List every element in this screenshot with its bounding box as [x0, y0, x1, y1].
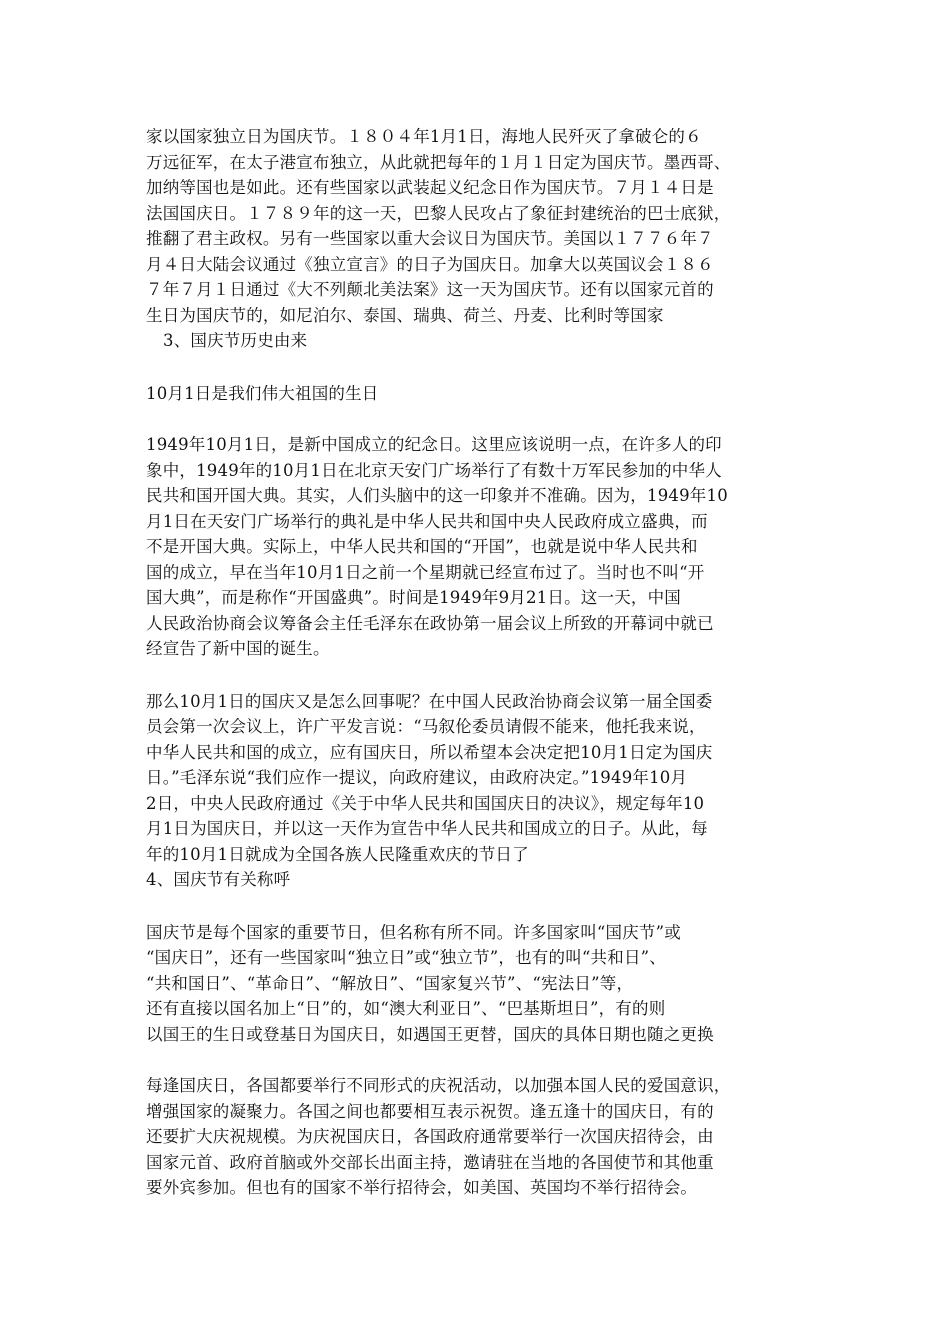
paragraph-national-day-origins: 家以国家独立日为国庆节。１８０４年1月1日，海地人民歼灭了拿破仑的６ 万远征军，在太子港宣布独立，从此就把每年的１月１日定为国庆节。墨西哥、 加纳等国也是如此。还有些国家以武装起义纪念日作为国庆节。７月１４日是 法国国庆日。１７８９年的这一天，巴黎人民攻占了象征封建统治的巴士底狱， 推翻了君主政权。另有一些国家以重大会议日为国庆节。美国以１７７６年７ 月４日大陆会议通过《独立宣言》的日子为国庆日。加拿大以英国议会１８６ ７年７月１日通过《大不列颠北美法案》这一天为国庆节。还有以国家元首的 生日为国庆节的，如尼泊尔、泰国、瑞典、荷兰、丹麦、比利时等国家: [146, 127, 731, 325]
paragraph-founding-ceremony: 1949年10月1日，是新中国成立的纪念日。这里应该说明一点，在许多人的印 象中，1949年的10月1日在北京天安门广场举行了有数十万军民参加的中华人 民共和国开国大典。其实，人们头脑中的这一印象并不准确。因为，1949年10 月1日在天安门广场举行的典礼是中华人民共和国中央人民政府成立盛典，而 不是开国大典。实际上，中华人民共和国的“开国”，也就是说中华人民共和 国的成立，早在当年10月1日之前一个星期就已经宣布过了。当时也不叫“开 国大典”，而是称作“开国盛典”。时间是1949年9月21日。这一天，中国 人民政治协商会议筹备会主任毛泽东在政协第一届会议上所致的开幕词中就已 经宣告了新中国的诞生。: [146, 435, 728, 658]
subheading-october-first: 10月1日是我们伟大祖国的生日: [146, 383, 379, 403]
section-heading-history: 3、国庆节历史由来: [163, 331, 308, 350]
document-page: [146, 124, 810, 1201]
paragraph-celebrations: 每逢国庆日，各国都要举行不同形式的庆祝活动，以加强本国人民的爱国意识， 增强国家的凝聚力。各国之间也都要相互表示祝贺。逢五逢十的国庆日，有的 还要扩大庆祝规模。为庆祝国庆日，各国政府通常要举行一次国庆招待会，由 国家元首、政府首脑或外交部长出面主持，邀请驻在当地的各国使节和其他重 要外宾参加。但也有的国家不举行招待会，如美国、英国均不举行招待会。: [146, 1076, 731, 1197]
paragraph-national-day-resolution: 那么10月1日的国庆又是怎么回事呢？在中国人民政治协商会议第一届全国委 员会第一次会议上，许广平发言说：“马叙伦委员请假不能来，他托我来说， 中华人民共和国的成立，应有国庆日，所以希望本会决定把10月1日定为国庆 日。”毛泽东说“我们应作一提议，向政府建议，由政府决定。”1949年10月 2日，中央人民政府通过《关于中华人民共和国国庆日的决议》，规定每年10 月1日为国庆日，并以这一天作为宣告中华人民共和国成立的日子。从此，每 年的10月1日就成为全国各族人民隆重欢庆的节日了: [146, 691, 713, 864]
paragraph-national-day-names: 国庆节是每个国家的重要节日，但名称有所不同。许多国家叫“国庆节”或 “国庆日”，还有一些国家叫“独立日”或“独立节”，也有的叫“共和日”、 “共和国日”、“革命日”、“解放日”、“国家复兴节”、“宪法日”等， 还有直接以国名加上“日”的，如“澳大利亚日”、“巴基斯坦日”，有的则 以国王的生日或登基日为国庆日，如遇国王更替，国庆的具体日期也随之更换: [146, 922, 714, 1044]
section-heading-names: 4、国庆节有关称呼: [146, 870, 291, 889]
